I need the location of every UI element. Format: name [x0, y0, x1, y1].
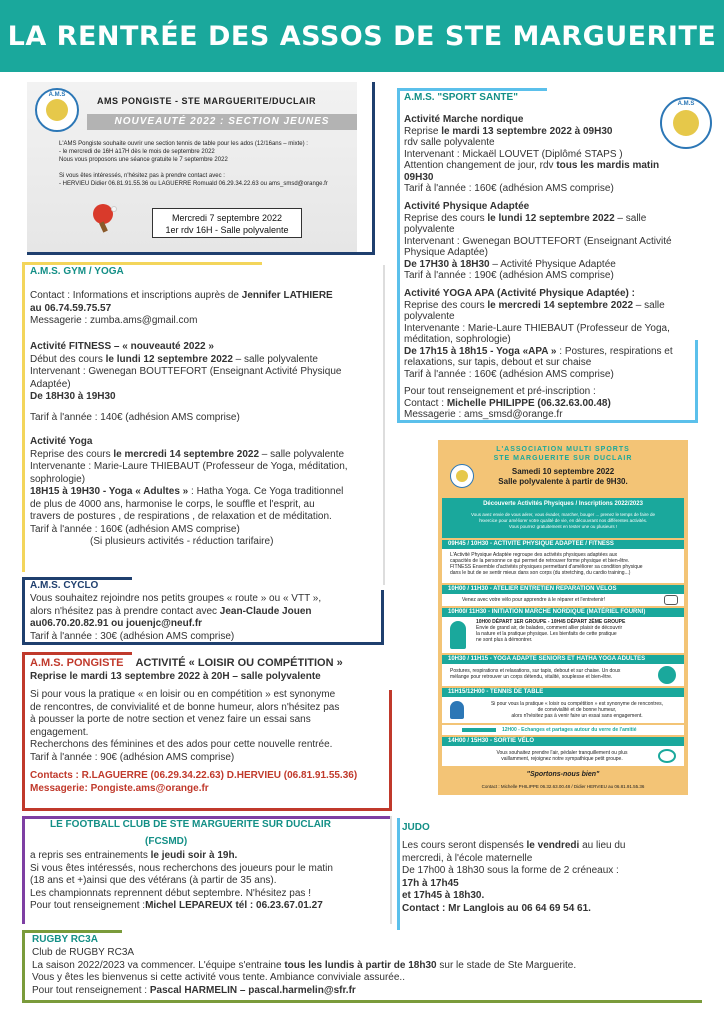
yoga-pose-icon: [658, 666, 676, 684]
logo-text: A.M.S: [677, 101, 695, 107]
event-poster: [438, 440, 688, 795]
divider: [22, 262, 262, 265]
divider: [22, 930, 122, 933]
divider: [372, 82, 375, 255]
poster-row: Vous souhaitez prendre l'air, pédaler tranquillement ou plus vaillamment, rejoignez notre sympathique petit groupe.: [442, 746, 684, 766]
gym-yoga: Activité Yoga Reprise des cours le mercredi 14 septembre 2022 – salle polyvalente Intervenante : Marie-Laure THIEBAUT (Professeur de Yoga, méditation, sophrologie) 18H15 à 19H30 - Yoga « Adultes » : Hatha Yoga. Ce Yoga traditionnel de plus de 4000 ans, harmonise le corps, le souffle et l'esprit, au travers de postures , de respirations , de relaxation et de méditation. Tarif à l'année : 160€ (adhésion AMS comprise) (Si plusieurs activités - réduction tarifaire): [30, 436, 348, 547]
walker-icon: [450, 621, 466, 649]
poster-row-head: 10H00/ 11H30 - INITIATION MARCHE NORDIQUE (MATÉRIEL FOURNI): [442, 608, 684, 617]
activite-physique-adaptee: Activité Physique Adaptée Reprise des cours le lundi 12 septembre 2022 – salle polyvalente Intervenant : Gwenegan BOUTTEFORT (Enseignant Activité Physique Adaptée) De 17H30 à 18H30 – Activité Physique Adaptée Tarif à l'année : 190€ (adhésion AMS comprise): [404, 201, 672, 281]
pongiste-flyer-banner: NOUVEAUTÉ 2022 : SECTION JEUNES: [87, 114, 357, 130]
pongiste-text: Si pour vous la pratique « en loisir ou en compétition » est synonyme de rencontres, de convivialité et de bonne humeur, alors n'hésitez pas à pousser la porte de notre section et venez faire un essai sans engagement. Recherchons des féminines et des ados pour cette nouvelle rentrée. Tarif à l'année : 90€ (adhésion AMS comprise): [30, 689, 340, 763]
ams-logo-icon: [35, 88, 79, 132]
rugby-text: Club de RUGBY RC3A La saison 2022/2023 va commencer. L'équipe s'entraine tous les lundis à partir de 18h30 sur le stade de Ste Marguerite. Vous y êtes les bienvenus si cette activité vous tente. Ambiance conviviale assurée.. Pour tout renseignement : Pascal HARMELIN – pascal.harmelin@sfr.fr: [32, 947, 577, 996]
divider: [383, 265, 385, 585]
poster-row: 12H00 - Echanges et partages autour du verre de l'amitié: [442, 725, 684, 735]
sport-sante-contact: Pour tout renseignement et pré-inscription : Contact : Michelle PHILIPPE (06.32.63.00.48) Messagerie : ams_smsd@orange.fr: [404, 386, 611, 420]
divider: [27, 252, 375, 255]
poster-title: L'ASSOCIATION MULTI SPORTS STE MARGUERITE SUR DUCLAIR: [493, 446, 633, 462]
poster-intro: Découverte Activités Physiques / Inscriptions 2022/2023 Vous avez envie de vous aérer, vous évader, marcher, bouger ... prenez le temps de faire de l'exercice pour améliorer votre qualité de vie, en découvrant nos différentes activités. Vous pourrez gratuitement en tester une ou plusieurs !: [442, 498, 684, 538]
divider: [22, 930, 25, 1000]
pongiste-title: A.M.S. PONGISTE ACTIVITÉ « LOISIR OU COMPÉTITION »: [30, 657, 343, 669]
pongiste-flyer-title: AMS PONGISTE - STE MARGUERITE/DUCLAIR: [97, 96, 317, 106]
poster-row-head: 11H15/12H00 - TENNIS DE TABLE: [442, 688, 684, 697]
divider: [390, 816, 392, 924]
gym-contact: Contact : Informations et inscriptions auprès de Jennifer LATHIERE au 06.74.59.75.57 Messagerie : zumba.ams@gmail.com: [30, 290, 333, 326]
poster-row: L'Activité Physique Adaptée regroupe des activités physiques adaptées aux capacités de la personne ce qui permet de retrouver forme physique et bien-être. FITNESS Ensemble d'activités physiques permettant d'améliorer sa condition physique dans le but de se sentir mieux dans son corps (du stretching, du cardio training...): [442, 549, 684, 583]
cyclist-icon: [658, 749, 676, 763]
page-title: LA RENTRÉE DES ASSOS DE STE MARGUERITE: [7, 20, 717, 52]
poster-row-head: 10H00 / 11H30 - ATELIER ENTRETIEN REPARATION VELOS: [442, 585, 684, 594]
poster-row-head: 09H45 / 10H30 - ACTIVITE PHYSIQUE ADAPTEE / FITNESS: [442, 540, 684, 549]
pongiste-reprise: Reprise le mardi 13 septembre 2022 à 20H – salle polyvalente: [30, 671, 321, 682]
sport-sante-title: A.M.S. "SPORT SANTE": [404, 92, 518, 103]
divider: [22, 262, 25, 572]
football-text: a repris ses entrainements le jeudi soir à 19h. Si vous êtes intéressés, nous recherchons des joueurs pour le matin (18 ans et +)ainsi que des vétérans (à partir de 35 ans). Les championnats reprennent début septembre. N'hésitez pas ! Pour tout renseignement :Michel LEPAREUX tél : 06.23.67.01.27: [30, 850, 333, 911]
poster-contact: Contact : Michelle PHILIPPE 06.32.63.00.48 / Didier HERVIEU au 06.81.91.55.36: [481, 784, 645, 789]
poster-row-head: 14H00 / 15H30 - SORTIE VÉLO: [442, 737, 684, 746]
poster-date: Samedi 10 septembre 2022 Salle polyvalente à partir de 9H30.: [498, 467, 628, 486]
logo-text: A.M.S: [48, 92, 66, 98]
poster-row: Si pour vous la pratique « loisir ou compétition » est synonyme de rencontres, de convivialité et de bonne humeur, alors n'hésitez pas à venir faire un essai sans engagement.: [442, 697, 684, 723]
judo-text: Les cours seront dispensés le vendredi au lieu du mercredi, à l'école maternelle De 17h00 à 18h30 sous la forme de 2 créneaux : 17h à 17h45 et 17h45 à 18h30. Contact : Mr Langlois au 06 64 69 54 61.: [402, 840, 626, 914]
divider: [22, 1000, 702, 1003]
pongiste-contacts: Contacts : R.LAGUERRE (06.29.34.22.63) D.HERVIEU (06.81.91.55.36) Messagerie: Pongiste.ams@orange.fr: [30, 770, 358, 794]
table-tennis-icon: [450, 701, 464, 719]
divider: [22, 577, 25, 643]
cyclo-title: A.M.S. CYCLO: [30, 580, 99, 591]
poster-row: Postures, respirations et relaxations, sur tapis, debout et sur chaise. Un doux mélange pour retrouver un corps détendu, vitalité, souplesse et bien-être.: [442, 664, 684, 686]
pongiste-flyer-text: L'AMS Pongiste souhaite ouvrir une section tennis de table pour les ados (12/16ans – mixte) : - le mercredi de 16H à17H dès le mois de septembre 2022 Nous vous proposons une séance gratuite le 7 septembre 2022 Si vous êtes intéressés, n'hésitez pas à prendre contact avec : - HERVIEU Didier 06.81.91.55.36 ou LAGUERRE Romuald 06.29.34.22.63 ou ams_smsd@orange.fr: [59, 141, 328, 187]
football-title: LE FOOTBALL CLUB DE STE MARGUERITE SUR DUCLAIR (FCSMD): [50, 819, 331, 847]
pongiste-flyer-date-box: Mercredi 7 septembre 2022 1er rdv 16H - Salle polyvalente: [152, 208, 302, 238]
rugby-title: RUGBY RC3A: [32, 934, 98, 945]
page-header: [0, 0, 724, 72]
divider: [397, 818, 400, 930]
arrow-icon: [462, 728, 496, 732]
poster-row-head: 10H30 / 11H15 - YOGA ADAPTE SENIORS ET HATHA YOGA ADULTES: [442, 655, 684, 664]
divider: [22, 652, 132, 655]
judo-title: JUDO: [402, 822, 430, 833]
marche-nordique: Activité Marche nordique Reprise le mardi 13 septembre 2022 à 09H30 rdv salle polyvalente Intervenant : Mickaël LOUVET (Diplômé STAPS ) Attention changement de jour, rdv tous les mardis matin 09H30 Tarif à l'année : 160€ (adhésion AMS comprise): [404, 114, 660, 194]
poster-slogan: "Sportons-nous bien": [526, 771, 600, 778]
divider: [22, 816, 25, 924]
divider: [22, 808, 392, 811]
gym-title: A.M.S. GYM / YOGA: [30, 266, 124, 277]
divider: [397, 88, 547, 91]
bicycle-icon: [664, 595, 678, 605]
divider: [397, 88, 400, 423]
ping-pong-paddle-icon: [89, 202, 119, 232]
gym-fitness-price: Tarif à l'année : 140€ (adhésion AMS comprise): [30, 412, 240, 423]
gym-fitness: Activité FITNESS – « nouveauté 2022 » Début des cours le lundi 12 septembre 2022 – salle polyvalente Intervenant : Gwenegan BOUTTEFORT (Enseignant Activité Physique Adaptée) De 18H30 à 19H30: [30, 341, 342, 402]
poster-row: Venez avec votre vélo pour apprendre à le réparer et l'entretenir!: [442, 594, 684, 606]
cyclo-text: Vous souhaitez rejoindre nos petits groupes « route » ou « VTT », alors n'hésitez pas à prendre contact avec Jean-Claude Jouen au06.70.20.82.91 ou jouenjc@neuf.fr Tarif à l'année : 30€ (adhésion AMS comprise): [30, 593, 322, 642]
divider: [381, 590, 384, 645]
divider: [22, 652, 25, 810]
yoga-apa: Activité YOGA APA (Activité Physique Adaptée) : Reprise des cours le mercredi 14 septembre 2022 – salle polyvalente Intervenante : Marie-Laure THIEBAUT (Professeur de Yoga, méditation, sophrologie) De 17h15 à 18h15 - Yoga «APA » : Postures, respirations et relaxations, sur tapis, debout et sur chaise Tarif à l'année : 160€ (adhésion AMS comprise): [404, 288, 673, 380]
poster-row: 10H00 DÉPART 1ER GROUPE - 10H45 DÉPART 2ÈME GROUPE Envie de grand air, de balades, comment allier plaisir de découvrir la nature et la pratique physique. Les bienfaits de cette pratique ne sont plus à démontrer.: [442, 617, 684, 653]
